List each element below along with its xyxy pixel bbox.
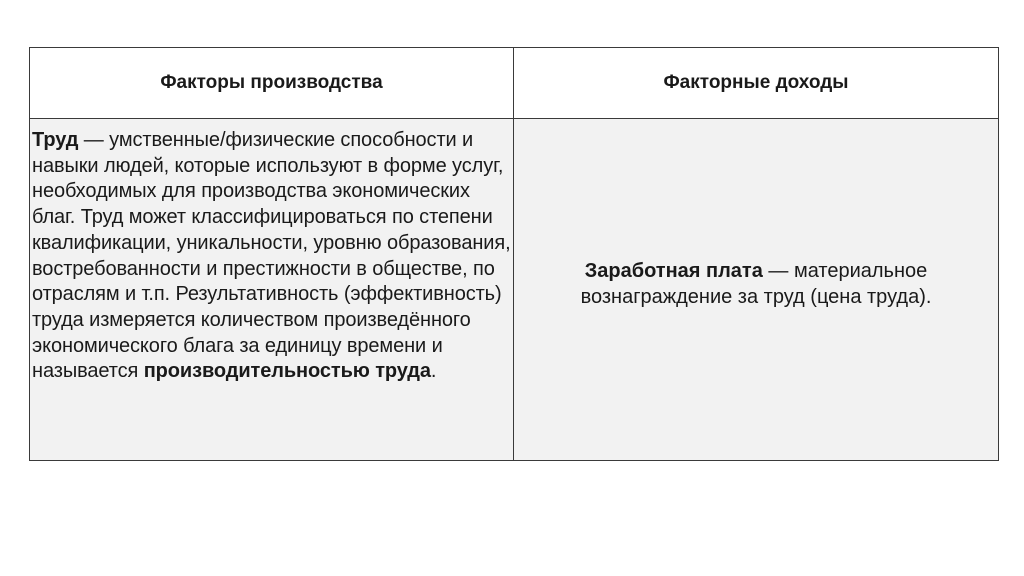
factors-table xyxy=(29,47,999,461)
labor-description-end: . xyxy=(430,360,437,383)
productivity-term: производительностью труда xyxy=(143,360,431,383)
header-incomes: Факторные доходы xyxy=(514,48,999,119)
labor-description: — умственные/физические способности и навыки людей, которые используют в форме услуг, необходимых для производства экономических благ. Труд может классифицироваться по степени квалификации, уникальности, уровню образования, востребованности и престижности в обществе, по отраслям и т.п. Результативность (эффективность) труда измеряется количеством произведённого экономического блага за единицу времени и называется xyxy=(32,129,511,383)
header-factors: Факторы производства xyxy=(30,48,514,119)
cell-wage xyxy=(514,119,999,461)
wage-description: — материальное вознаграждение за труд (цена труда). xyxy=(580,259,932,308)
cell-labor xyxy=(30,119,514,461)
wage-term: Заработная плата xyxy=(584,259,763,282)
table-row xyxy=(30,119,999,461)
table-header-row xyxy=(30,48,999,119)
labor-term: Труд xyxy=(32,129,79,151)
